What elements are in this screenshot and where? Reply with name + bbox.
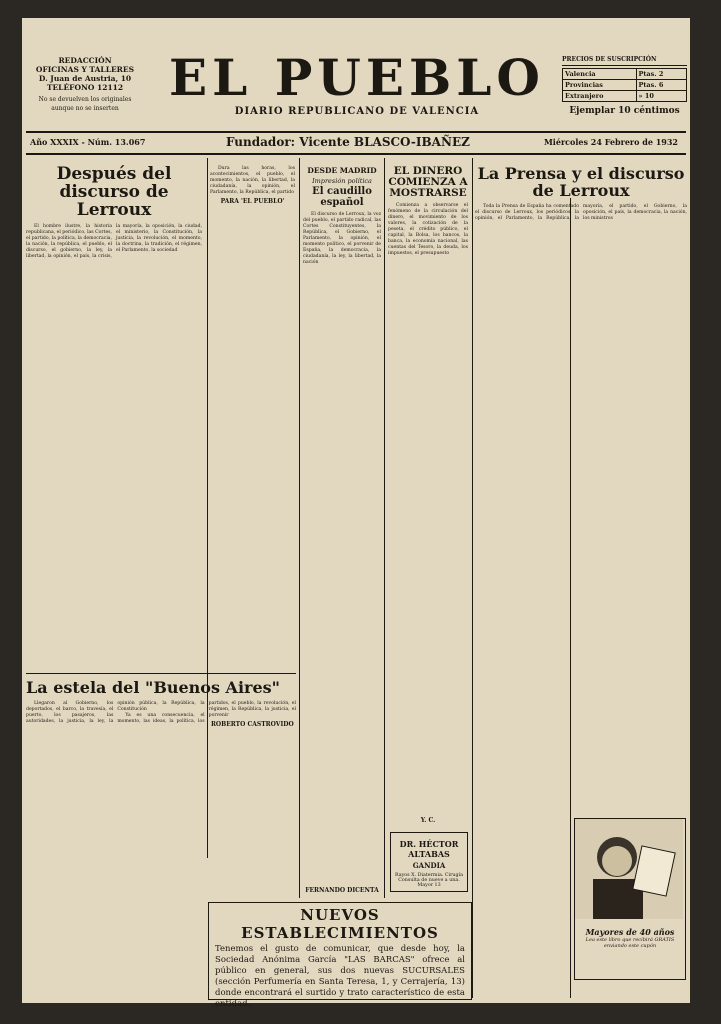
subscription-prices bbox=[562, 56, 687, 116]
newspaper-page bbox=[22, 18, 690, 1009]
main-article-columns bbox=[26, 224, 202, 674]
establecimientos-ad bbox=[208, 902, 472, 1009]
issue-number: Año XXXIX - Núm. 13.067 bbox=[30, 137, 146, 147]
redaccion-line: OFICINAS Y TALLERES bbox=[35, 65, 135, 74]
redaccion-line: REDACCIÓN bbox=[58, 56, 112, 65]
column-rule bbox=[299, 158, 300, 898]
madrid-kicker: DESDE MADRID bbox=[307, 166, 377, 175]
establecimientos-text: Tenemos el gusto de comunicar, que desde hoy, la Sociedad Anónima García "LAS BARCAS" ofrece al público en general, sus dos nuevas SUCURSALES (sección Perfumería en Santa Teresa, 1, y Cerrajería, 13) donde encontrará el surtido y trato característico de esta entidad. bbox=[215, 944, 465, 1009]
dinero-signature: Y. C. bbox=[420, 817, 436, 824]
dinero-article bbox=[388, 166, 468, 826]
madrid-article bbox=[303, 166, 381, 896]
article-paragraph: Ya es una consecuencia, el momento, las ideas, la política, los partidos, el pueblo, la revolución, el régimen, la República, la justicia, el porvenir bbox=[117, 700, 296, 724]
issue-date: Miércoles 24 Febrero de 1932 bbox=[543, 137, 678, 147]
main-article-title: Después del discurso de Lerroux bbox=[56, 164, 172, 220]
madrid-section: Impresión política bbox=[312, 177, 372, 185]
madrid-title: El caudillo español bbox=[312, 186, 372, 208]
estela-title: La estela del "Buenos Aires" bbox=[26, 678, 280, 697]
doctor-name: DR. HÉCTOR ALTABAS bbox=[399, 839, 459, 859]
establecimientos-title: NUEVOS ESTABLECIMIENTOS bbox=[241, 906, 439, 942]
prensa-title: La Prensa y el discurso de Lerroux bbox=[477, 164, 685, 200]
man-portrait-illustration bbox=[575, 819, 683, 919]
masthead bbox=[152, 50, 562, 117]
estela-article bbox=[26, 680, 296, 910]
doctor-detail: Consulta de nueve a una. Mayor 13 bbox=[398, 878, 460, 888]
single-copy-price: Ejemplar 10 céntimos bbox=[569, 106, 680, 116]
doctor-detail: Rayos X. Diatermia. Cirugía bbox=[395, 873, 463, 878]
madrid-signature: FERNANDO DICENTA bbox=[305, 887, 379, 894]
doctor-ad bbox=[390, 832, 468, 892]
main-article bbox=[26, 166, 202, 666]
section-rule bbox=[26, 673, 296, 674]
column-rule bbox=[384, 158, 385, 898]
column-two-signature: PARA 'EL PUEBLO' bbox=[220, 198, 285, 205]
redaccion-line: TELÉFONO 12112 bbox=[46, 83, 124, 92]
dinero-title: EL DINERO COMIENZA A MOSTRARSE bbox=[388, 165, 468, 200]
estela-columns bbox=[26, 701, 296, 901]
escoba-signature: ROBERTO CASTROVIDO bbox=[210, 720, 294, 728]
mayores-ad bbox=[574, 818, 686, 980]
price-row: Extranjero » 10 bbox=[563, 91, 687, 102]
article-paragraph: El hombre ilustre, la historia republicana, el periódico, las Cortes, el partido, la política, la democracia, la nación, la república, el pueblo, el discurso, el gobierno, la ley, la libertad, la opinión, el país, la crisis, la mayoría, la oposición, la ciudad, el ministerio, la Constitución, la justicia, la revolución, el momento, la doctrina, la tradición, el régimen, el Parlamento, la sociedad bbox=[26, 223, 202, 259]
prices-table bbox=[562, 68, 687, 102]
doctor-city: GANDIA bbox=[412, 861, 446, 870]
prices-heading: PRECIOS DE SUSCRIPCIÓN bbox=[562, 56, 687, 66]
price-row: Provincias Ptas. 6 bbox=[563, 80, 687, 91]
redaccion-block bbox=[30, 56, 140, 113]
column-two-article bbox=[210, 166, 295, 666]
newspaper-title: EL PUEBLO bbox=[169, 48, 545, 107]
dateline-bar bbox=[26, 131, 686, 155]
column-rule bbox=[472, 158, 473, 998]
prensa-columns bbox=[475, 204, 687, 804]
mayores-title: Mayores de 40 años bbox=[585, 927, 675, 937]
article-paragraph: Llegaron al Gobierno, los deportados, el barco, la travesía, el puerto, los pasajeros, las autoridades, la justicia, la ley, la opinión pública, la República, la Constitución bbox=[26, 700, 205, 724]
article-paragraph: Comienza a observarse el fenómeno de la circulación del dinero, el movimiento de los valores, la cotización de la peseta, el crédito público, el capital, la Bolsa, los bancos, la banca, la economía nacional, las cuentas del Tesoro, la deuda, los impuestos, el presupuesto bbox=[388, 203, 468, 257]
mayores-text: Lea este libro que recibirá GRATIS enviando este cupón bbox=[585, 937, 675, 949]
newspaper-subtitle: DIARIO REPUBLICANO DE VALENCIA bbox=[234, 106, 480, 117]
founder-line: Fundador: Vicente BLASCO-IBAÑEZ bbox=[226, 135, 470, 149]
redaccion-line: D. Juan de Austria, 10 bbox=[38, 74, 132, 83]
article-paragraph: Toda la Prensa de España ha comentado el discurso de Lerroux, los periódicos, la opinión, el Parlamento, la República, la mayoría, el partido, el Gobierno, la oposición, el país, la democracia, la nación, los ministros bbox=[475, 203, 687, 221]
prensa-article bbox=[475, 166, 687, 816]
article-paragraph: Dura las horas, los acontecimientos, el pueblo, el momento, la nación, la libertad, la ciudadanía, la opinión, el Parlamento, la República, el partido bbox=[210, 166, 295, 195]
originals-note: No se devuelven los originales aunque no se inserten bbox=[38, 96, 132, 112]
article-paragraph: El discurso de Lerroux, la voz del pueblo, el partido radical, las Cortes Constituyentes, la República, el Gobierno, el Parlamento, la opinión, el momento político, el porvenir de España, la democracia, la ciudadanía, la ley, la libertad, la nación bbox=[303, 212, 381, 265]
price-row: Valencia Ptas. 2 bbox=[563, 69, 687, 80]
